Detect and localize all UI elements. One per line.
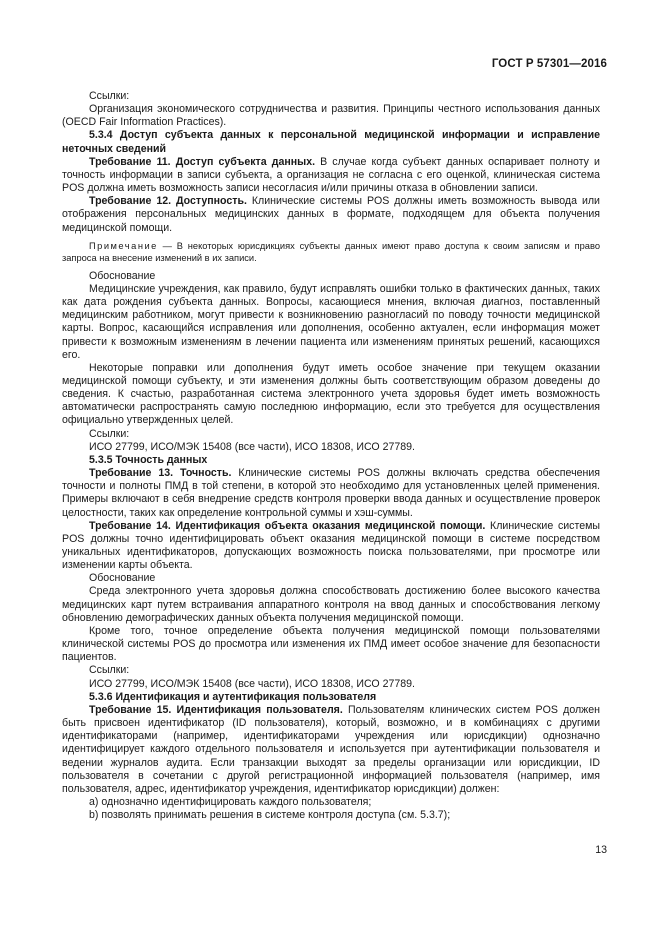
section-heading-5-3-4: 5.3.4 Доступ субъекта данных к персональной медицинской информации и исправление неточных сведений [62, 129, 600, 155]
requirement-13 [62, 467, 600, 520]
note-lead: Примечание [89, 240, 158, 251]
requirement-15-text: Пользователям клинических систем POS должен быть присвоен идентификатор (ID пользователя), который, возможно, и в комбинациях с другими идентификаторами (например, идентификаторами учреждения или юрисдикции) однозначно идентифицирует каждого отдельного пользователя и используется при аутентификации пользователя и ведении журналов аудита. Если транзакции выходят за пределы организации или юрисдикции, ID пользователя в сочетании с другой регистрационной информацией пользователя (например, имя пользователя, адрес, идентификатор учреждения, идентификатор юрисдикции) должен: [62, 703, 600, 795]
requirement-13-text: Клинические системы POS должны включать средства обеспечения точности и полноты ПМД в той степени, в которой это необходимо для установленных целей применения. Примеры включают в себя внедрение средств контроля проверки ввода данных и осуществление проверок целостности, таких как определение контрольной суммы и хэш-суммы. [62, 467, 600, 519]
requirement-15 [62, 704, 600, 796]
requirement-14-text: Клинические системы POS должны точно идентифицировать объект оказания медицинской помощи в системе посредством уникальных идентификаторов, допускающих возможность поиска пользователями, при просмотре или изменении карты объекта. [62, 519, 600, 572]
rationale-label: Обоснование [89, 572, 156, 585]
section-heading-5-3-6: 5.3.6 Идентификация и аутентификация пользователя [89, 690, 377, 703]
rationale-paragraph: Медицинские учреждения, как правило, будут исправлять ошибки только в фактических данных, таких как дата рождения субъекта данных. Вопросы, касающиеся мнения, включая диагноз, поставленный медицинским работником, могут привести к возникновению разногласий по поводу точности медицинской карты. Вопрос, касающийся исправления или дополнения, особенно актуален, если информация может привести к возможным изменениям в лечении пациента или изменениям принятых решений, касающихся его. [62, 282, 600, 361]
rationale-label: Обоснование [89, 269, 156, 282]
requirement-15-lead: Требование 15. Идентификация пользователя. [89, 703, 343, 716]
requirement-13-lead: Требование 13. Точность. [89, 467, 232, 480]
document-body [62, 90, 600, 822]
requirement-12-lead: Требование 12. Доступность. [89, 195, 247, 208]
requirement-14-lead: Требование 14. Идентификация объекта оказания медицинской помощи. [89, 519, 486, 532]
requirement-14 [62, 520, 600, 573]
list-item-b: b) позволять принимать решения в системе контроля доступа (см. 5.3.7); [89, 809, 451, 822]
rationale-paragraph: Среда электронного учета здоровья должна способствовать достижению более высокого качества медицинских карт путем встраивания аппаратного контроля на ввод данных и способствования легкому обновлению демографических данных объекта получения медицинской помощи. [62, 585, 600, 624]
page-number: 13 [595, 844, 607, 856]
reference-text: Организация экономического сотрудничества и развития. Принципы честного использования данных (OECD Fair Information Practices). [62, 103, 600, 129]
requirement-11 [62, 156, 600, 195]
note [62, 240, 600, 265]
reference-text: ИСО 27799, ИСО/МЭК 15408 (все части), ИСО 18308, ИСО 27789. [89, 440, 415, 453]
document-id-header: ГОСТ Р 57301—2016 [491, 58, 607, 70]
references-label: Ссылки: [89, 90, 130, 102]
reference-text: ИСО 27799, ИСО/МЭК 15408 (все части), ИСО 18308, ИСО 27789. [89, 677, 415, 690]
references-label: Ссылки: [89, 664, 130, 677]
requirement-11-text: В случае когда субъект данных оспаривает полноту и точность информации в записи субъекта, а организация не согласна с его оценкой, клиническая система POS должна иметь возможность записи несогласия и/или причины отказа в обновлении записи. [62, 155, 600, 195]
list-item-a: a) однозначно идентифицировать каждого пользователя; [89, 795, 372, 808]
references-label: Ссылки: [89, 427, 130, 440]
requirement-12 [62, 195, 600, 234]
section-heading-5-3-5: 5.3.5 Точность данных [89, 453, 208, 466]
rationale-paragraph: Кроме того, точное определение объекта получения медицинской помощи пользователями клинической системы POS до просмотра или изменения их ПМД имеет особое значение для безопасности пациентов. [62, 624, 600, 664]
requirement-11-lead: Требование 11. Доступ субъекта данных. [89, 155, 316, 168]
note-text: — В некоторых юрисдикциях субъекты данных имеют право доступа к своим записям и право запроса на внесение изменений в их записи. [62, 240, 600, 264]
requirement-12-text: Клинические системы POS должны иметь возможность вывода или отображения персональных медицинских данных в формате, подходящем для объекта получения медицинской помощи. [62, 195, 600, 234]
rationale-paragraph: Некоторые поправки или дополнения будут иметь особое значение при текущем оказании медицинской помощи субъекту, и эти изменения должны быть соответствующим образом доведены до сведения. К счастью, разработанная система электронного учета здоровья будет иметь возможность автоматически распространять самую последнюю информацию, если это требуется для осуществления официально утвержденных целей. [62, 361, 600, 427]
